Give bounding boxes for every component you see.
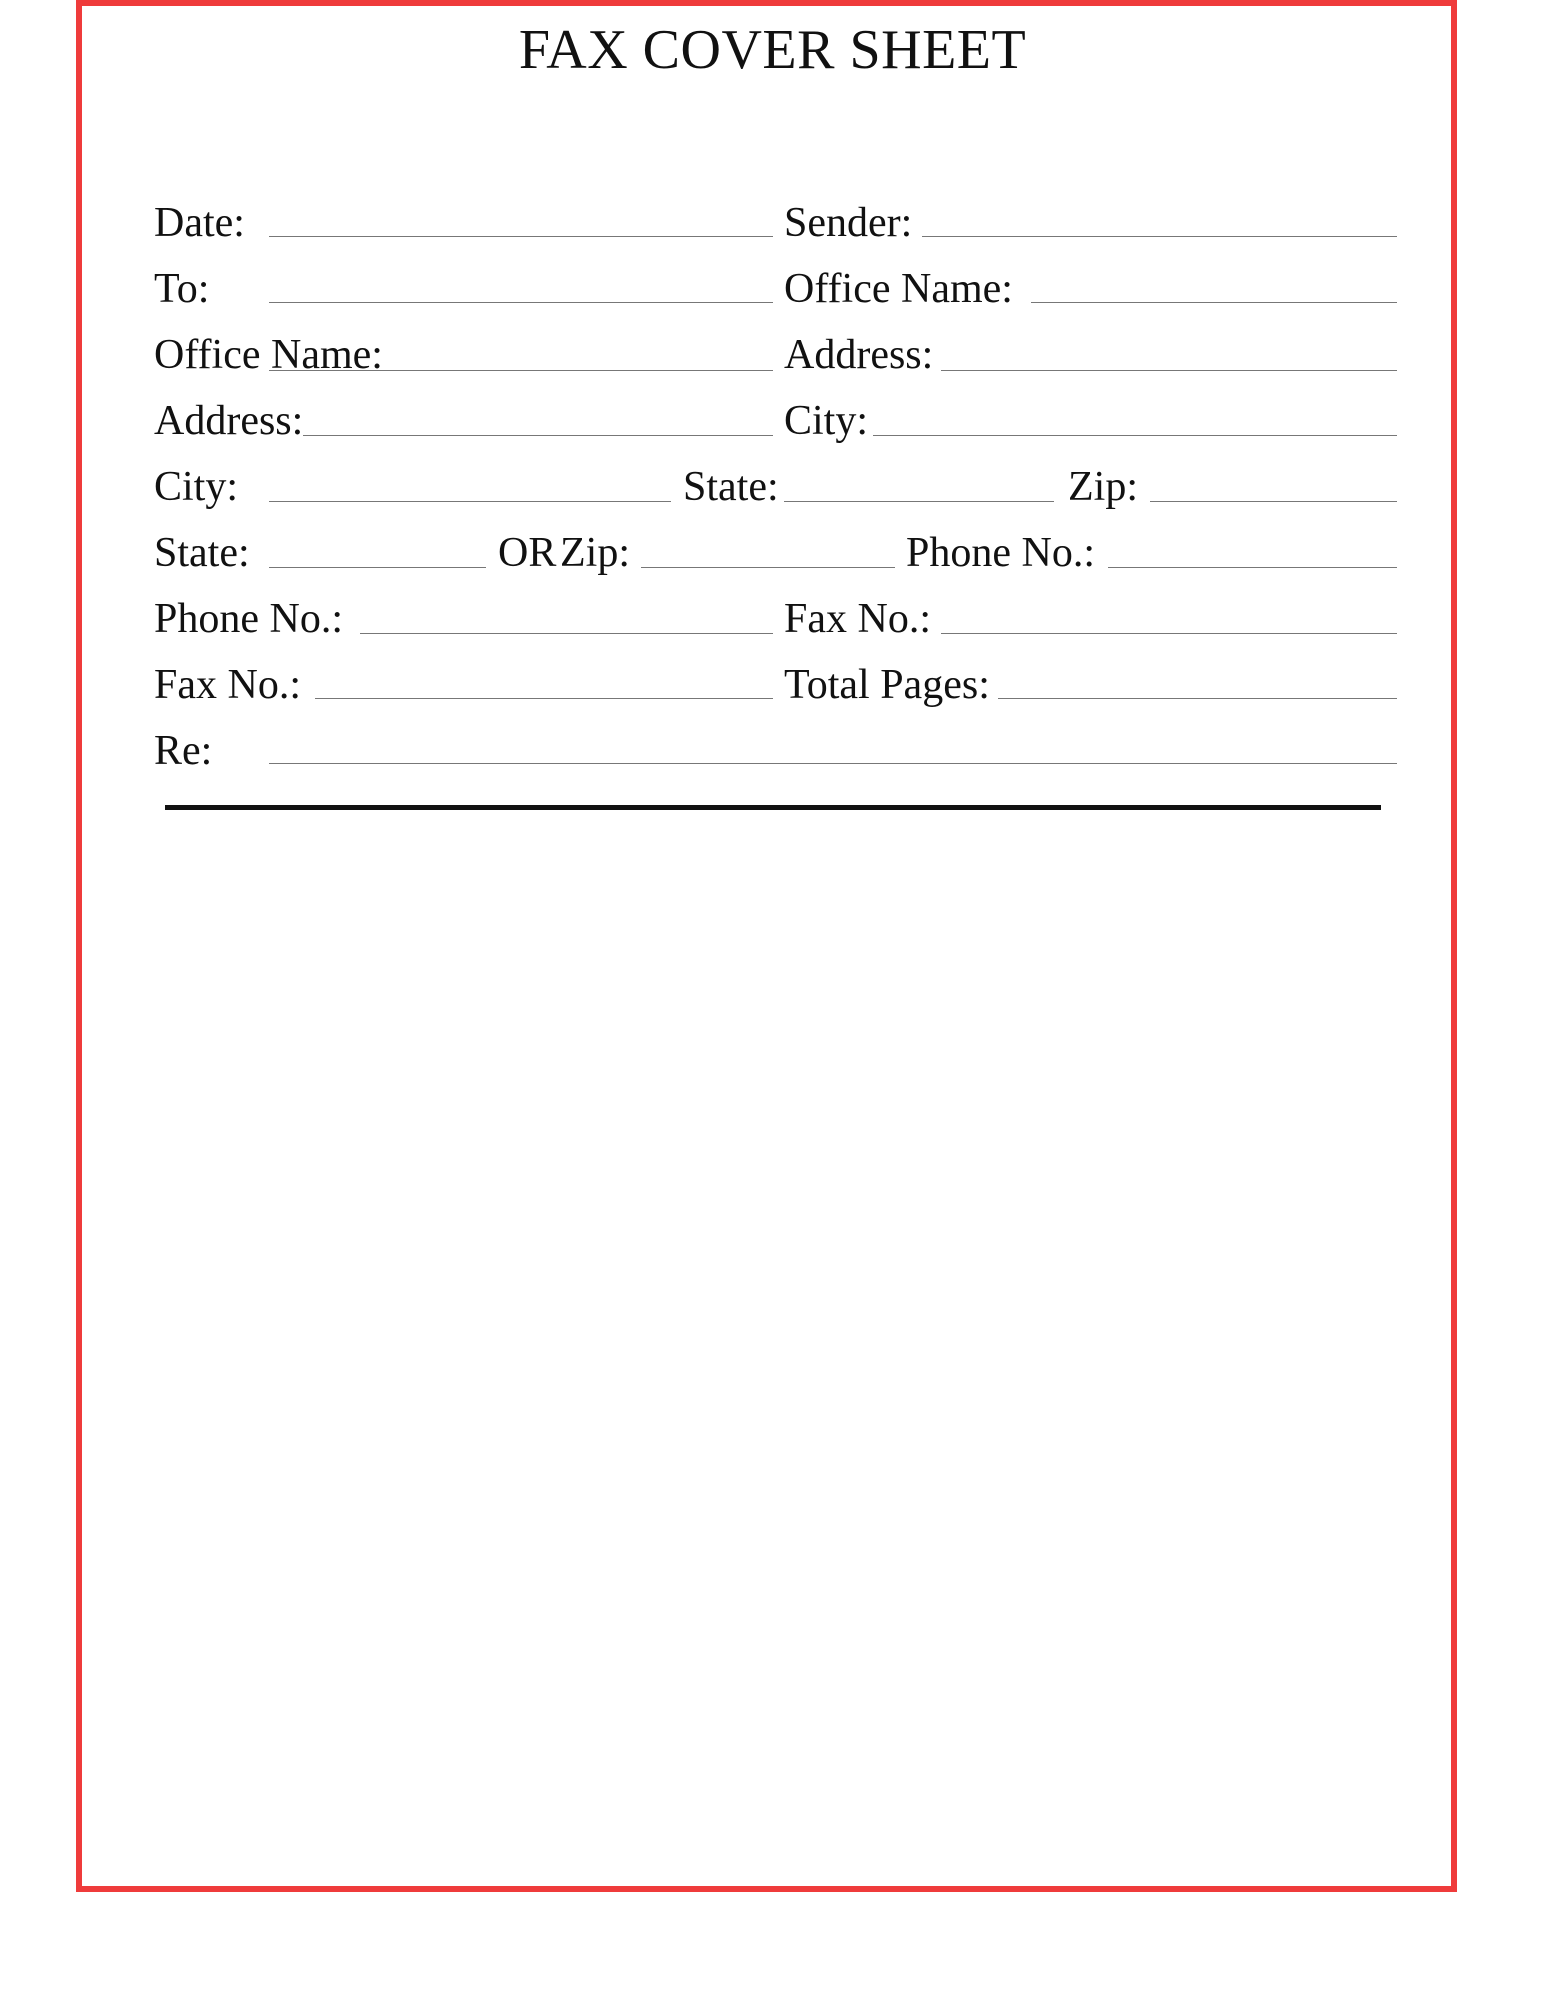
re-field[interactable] bbox=[269, 763, 1397, 764]
recipient-phone-field[interactable] bbox=[360, 633, 773, 634]
or-label: OR bbox=[498, 530, 557, 576]
recipient-address-label: Address: bbox=[154, 398, 304, 444]
sender-state-label: State: bbox=[683, 464, 779, 510]
recipient-phone-label: Phone No.: bbox=[154, 596, 343, 642]
sender-fax-label: Fax No.: bbox=[784, 596, 931, 642]
recipient-city-label: City: bbox=[154, 464, 239, 510]
date-label: Date: bbox=[154, 200, 245, 246]
to-label: To: bbox=[154, 266, 210, 312]
sender-fax-field[interactable] bbox=[941, 633, 1397, 634]
re-label: Re: bbox=[154, 728, 213, 774]
page-border bbox=[76, 0, 1457, 1892]
recipient-city-field[interactable] bbox=[269, 501, 671, 502]
sender-field[interactable] bbox=[922, 236, 1397, 237]
sender-state-field[interactable] bbox=[784, 501, 1054, 502]
recipient-office-name-label: Office Name: bbox=[154, 332, 383, 378]
sender-phone-label: Phone No.: bbox=[906, 530, 1095, 576]
date-field[interactable] bbox=[269, 236, 773, 237]
total-pages-label: Total Pages: bbox=[784, 662, 990, 708]
sender-office-name-label: Office Name: bbox=[784, 266, 1013, 312]
section-divider bbox=[165, 805, 1381, 810]
sender-label: Sender: bbox=[784, 200, 913, 246]
recipient-state-label: State: bbox=[154, 530, 250, 576]
sender-city-label: City: bbox=[784, 398, 869, 444]
sender-phone-field[interactable] bbox=[1108, 567, 1397, 568]
recipient-fax-label: Fax No.: bbox=[154, 662, 301, 708]
page-title: FAX COVER SHEET bbox=[518, 19, 1027, 81]
total-pages-field[interactable] bbox=[998, 698, 1397, 699]
sender-address-field[interactable] bbox=[941, 370, 1397, 371]
recipient-zip-field[interactable] bbox=[641, 567, 895, 568]
sender-zip-label: Zip: bbox=[1068, 464, 1138, 510]
recipient-office-name-field[interactable] bbox=[269, 370, 773, 371]
sender-zip-field[interactable] bbox=[1150, 501, 1397, 502]
recipient-zip-label: Zip: bbox=[560, 530, 630, 576]
recipient-fax-field[interactable] bbox=[315, 698, 773, 699]
sender-address-label: Address: bbox=[784, 332, 934, 378]
to-field[interactable] bbox=[269, 302, 773, 303]
sender-office-name-field[interactable] bbox=[1031, 302, 1397, 303]
sender-city-field[interactable] bbox=[873, 435, 1397, 436]
recipient-address-field[interactable] bbox=[303, 435, 773, 436]
recipient-state-field[interactable] bbox=[269, 567, 486, 568]
